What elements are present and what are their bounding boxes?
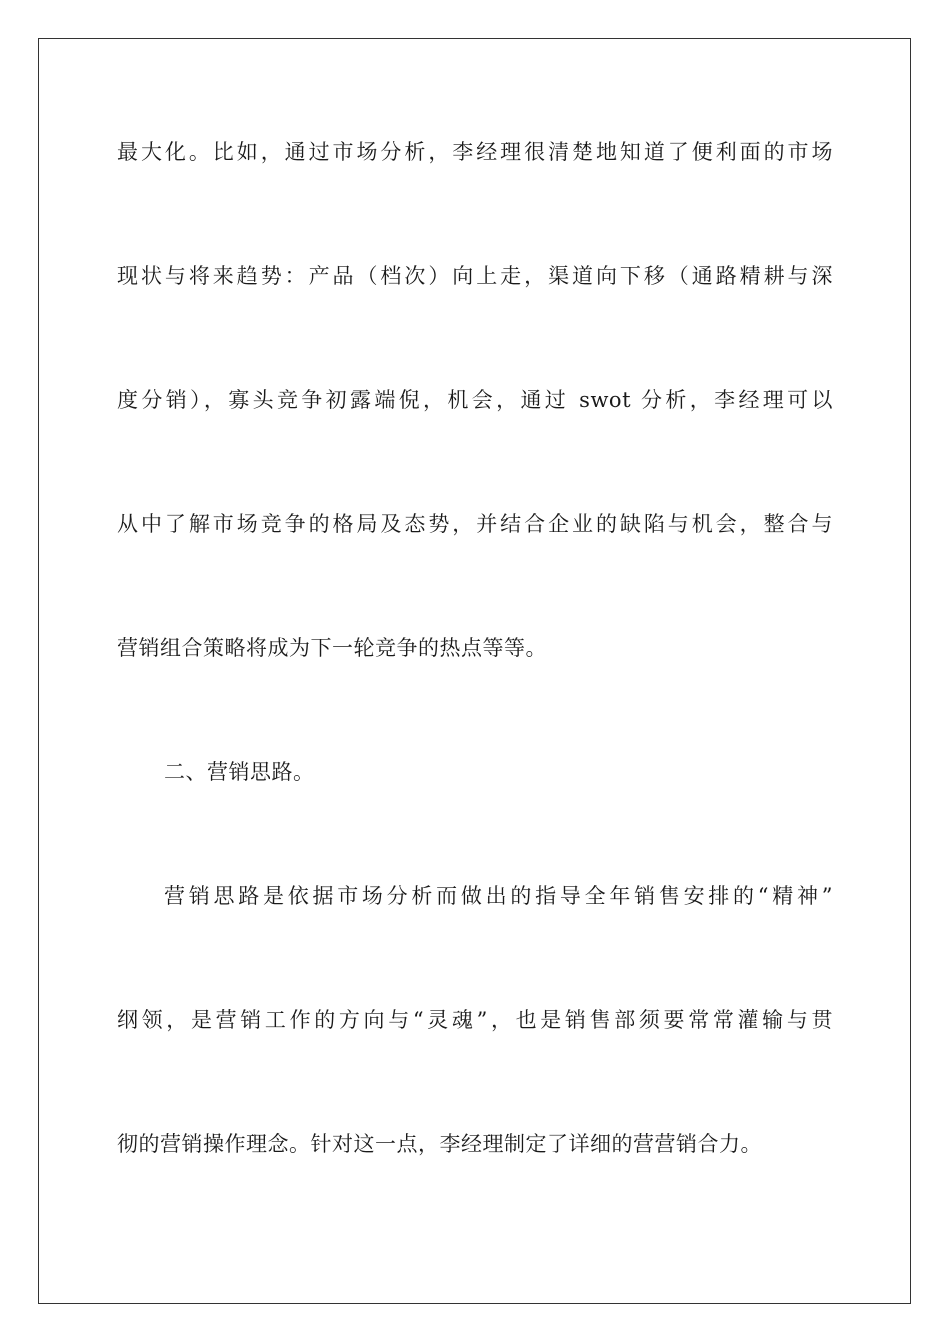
body-line-8: 纲领，是营销工作的方向与“灵魂”，也是销售部须要常常灌输与贯 — [117, 1008, 833, 1032]
body-line-1: 最大化。比如，通过市场分析，李经理很清楚地知道了便利面的市场 — [117, 140, 833, 164]
body-line-4: 从中了解市场竞争的格局及态势，并结合企业的缺陷与机会，整合与 — [117, 512, 833, 536]
body-line-5: 营销组合策略将成为下一轮竞争的热点等等。 — [117, 636, 547, 660]
body-line-7: 营销思路是依据市场分析而做出的指导全年销售安排的“精神” — [164, 884, 833, 908]
body-line-9: 彻的营销操作理念。针对这一点，李经理制定了详细的营营销合力。 — [117, 1132, 762, 1156]
body-line-2: 现状与将来趋势：产品（档次）向上走，渠道向下移（通路精耕与深 — [117, 264, 833, 288]
body-line-3: 度分销），寡头竞争初露端倪，机会，通过 swot 分析，李经理可以 — [117, 388, 833, 412]
page-border — [38, 38, 911, 1304]
section-heading: 二、营销思路。 — [164, 760, 315, 784]
